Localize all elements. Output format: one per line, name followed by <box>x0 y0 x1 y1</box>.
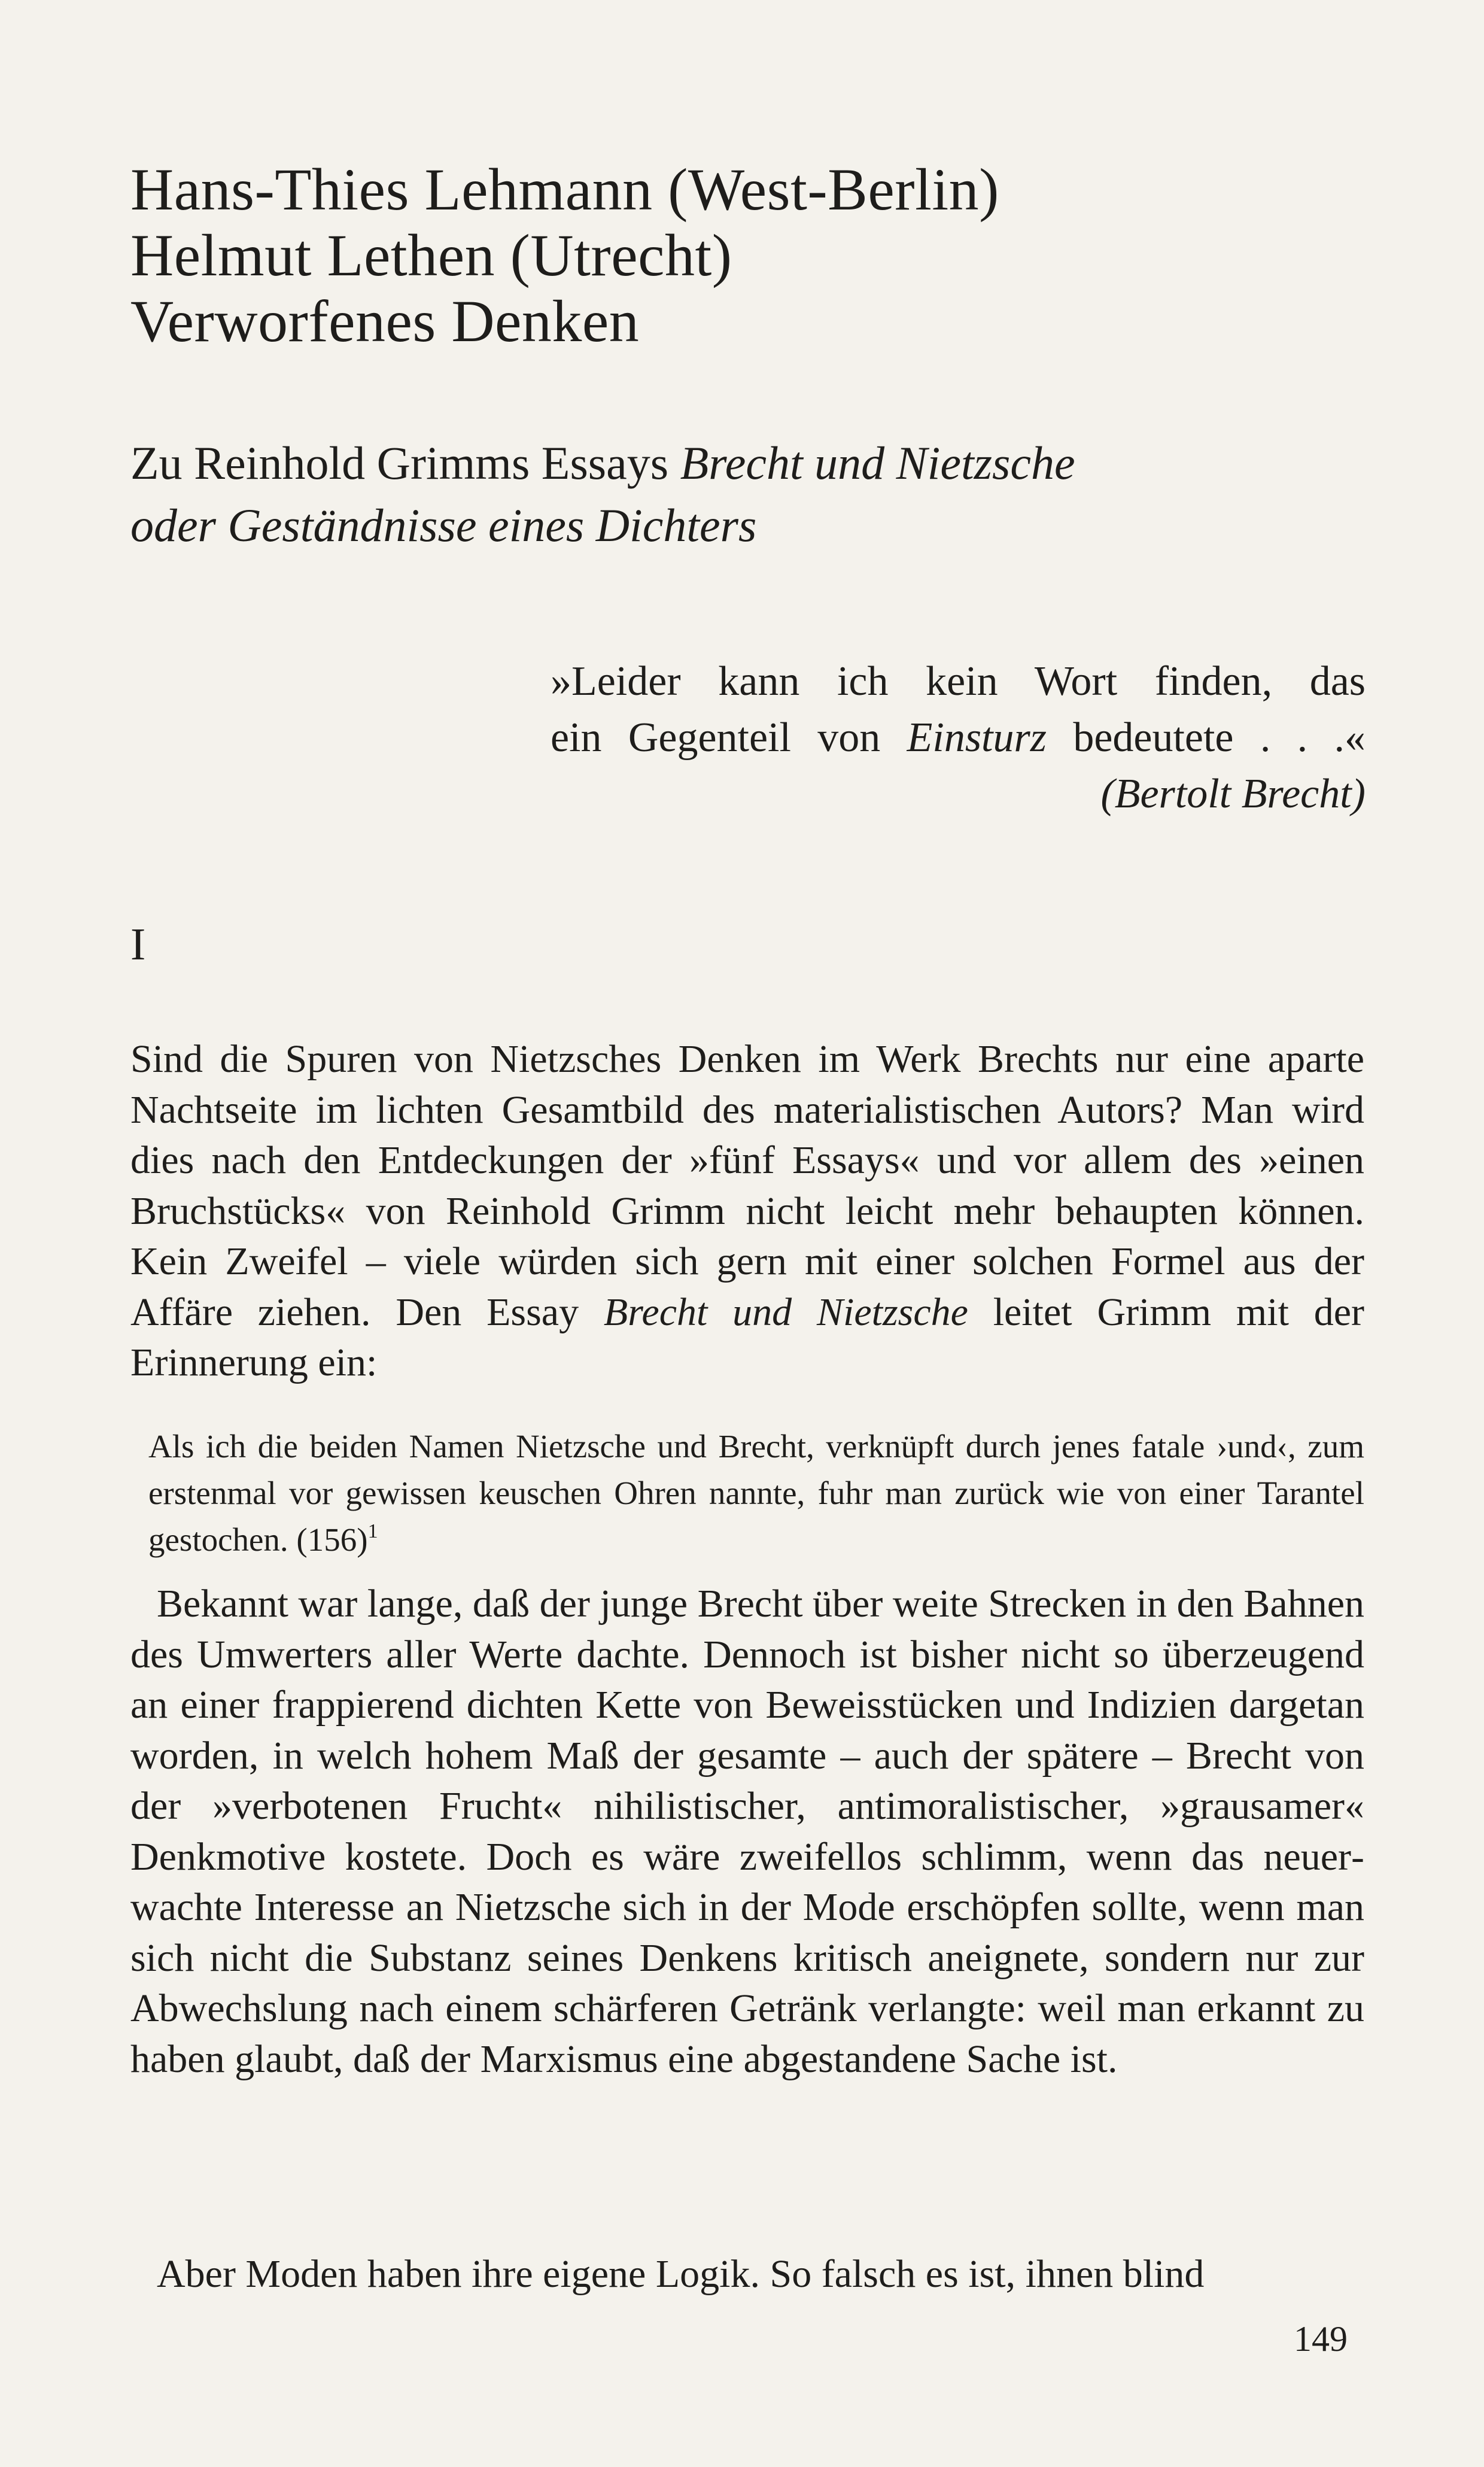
article-heading <box>130 157 1363 354</box>
paragraph-3 <box>130 2249 1364 2300</box>
article-subtitle <box>130 432 1363 557</box>
subtitle-work-title-2: oder Geständnisse eines Dichters <box>130 499 757 551</box>
epigraph-source: (Bertolt Brecht) <box>1100 771 1366 817</box>
paragraph-2-text: Bekannt war lange, daß der junge Brecht über weite Strecken in den Bahnen des Umwerters aller Werte dachte. Dennoch ist bisher nicht so überzeugend an einer frappierend dichten Kette von Beweisstücken und Indizien dargetan worden, in welch hohem Maß der gesamte – auch der spätere – Brecht von der »verbotenen Frucht« nihilistischer, antimoralistischer, »grausamer« Denkmotive kostete. Doch es wäre zweifellos schlimm, wenn das neuerwachte Interesse an Nietzsche sich in der Mode erschöpfen sollte, wenn man sich nicht die Substanz seines Denkens kritisch aneignete, sondern nur zur Abwechslung nach einem schärferen Getränk verlangte: weil man erkannt zu haben glaubt, daß der Marxismus eine abgestandene Sache ist. <box>130 1582 1364 2081</box>
epigraph <box>551 654 1366 822</box>
paragraph-1-text: Sind die Spuren von Nietzsches Denken im Werk Brechts nur eine aparte Nachtseite im lichten Gesamtbild des materialistischen Autors? Man wird dies nach den Entdeckungen der »fünf Essays« und vor allem des »einen Bruchstücks« von Reinhold Grimm nicht leicht mehr behaupten können. Kein Zweifel – viele würden sich gern mit einer solchen Formel aus der Affäre ziehen. Den Essay <box>130 1037 1364 1334</box>
block-quote-text: Als ich die beiden Namen Nietzsche und Brecht, verknüpft durch jenes fatale ›und‹, zum erstenmal vor gewissen keuschen Ohren nannte, fuhr man zurück wie von einer Tarantel gestochen. (156) <box>148 1428 1364 1558</box>
block-quote <box>148 1423 1364 1563</box>
article-title: Verworfenes Denken <box>130 288 640 354</box>
paragraph-1-italic-title: Brecht und Nietzsche <box>603 1290 968 1334</box>
epigraph-italic-word: Einsturz <box>907 715 1047 761</box>
paragraph-1 <box>130 1034 1364 1389</box>
epigraph-line-1: »Leider kann ich kein Wort finden, das <box>551 658 1366 704</box>
paragraph-1-text-end: leitet Grimm mit der Erinnerung ein: <box>130 1290 1364 1384</box>
section-number: I <box>130 919 146 970</box>
epigraph-line-2-start: ein Gegenteil von <box>551 715 907 761</box>
subtitle-work-title-1: Brecht und Nietzsche <box>680 437 1075 489</box>
page-number: 149 <box>1294 2319 1348 2359</box>
epigraph-line-2-end: bedeutete . . .« <box>1047 715 1366 761</box>
subtitle-prefix: Zu Reinhold Grimms Essays <box>130 437 680 489</box>
paragraph-3-text: Aber Moden haben ihre eigene Logik. So falsch es ist, ihnen blind <box>157 2252 1205 2296</box>
author-line-1: Hans-Thies Lehmann (West-Berlin) <box>130 156 999 223</box>
paragraph-2 <box>130 1579 1364 2085</box>
author-line-2: Helmut Lethen (Utrecht) <box>130 222 732 288</box>
epigraph-line-2 <box>551 710 1366 766</box>
footnote-marker: 1 <box>367 1520 378 1542</box>
